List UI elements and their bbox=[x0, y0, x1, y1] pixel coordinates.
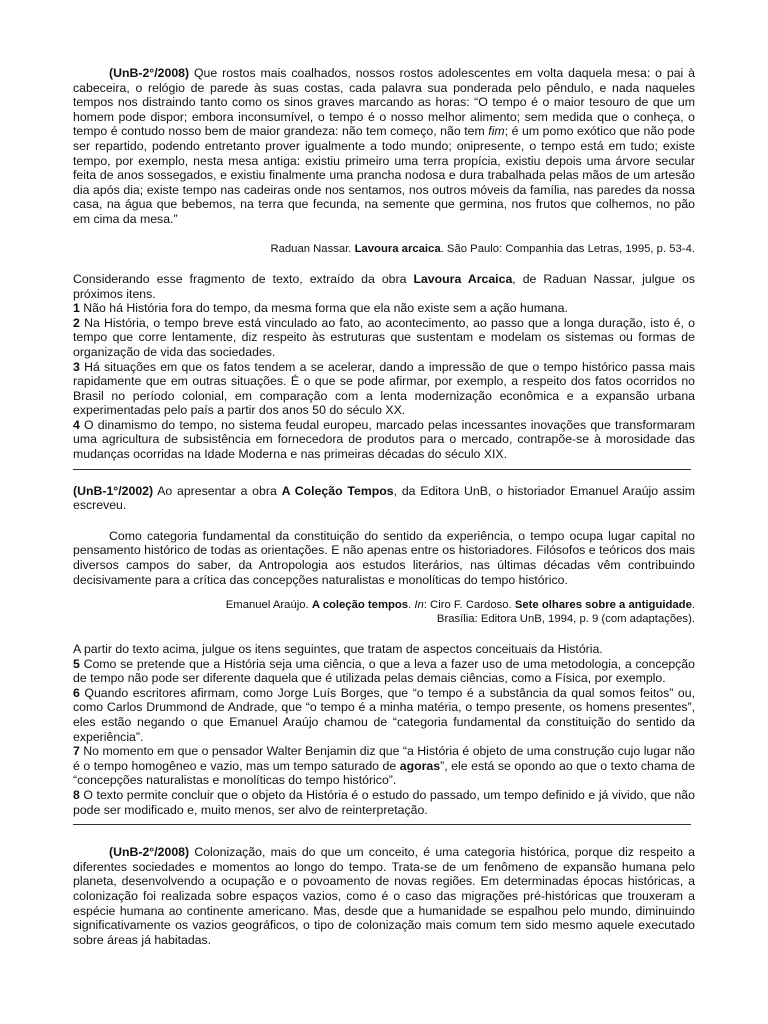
question-2002-lead bbox=[73, 484, 695, 513]
source-author: Emanuel Araújo. bbox=[225, 599, 312, 612]
source-end: . bbox=[691, 599, 695, 612]
item-text: Não há História fora do tempo, da mesma forma que ela não existe sem a ação humana. bbox=[79, 301, 568, 316]
item-text: Há situações em que os fatos tendem a se acelerar, dando a impressão de que o tempo histórico passa mais rapidamente que em outras situações. É o que se pode afirmar, por exemplo, a respeito dos fatos ocorridos no Brasil no período colonial, em comparação com a lenta modernização econômica e a expansão urbana experimentadas pelo país a partir dos anos 50 do século XX. bbox=[73, 359, 695, 418]
item-6 bbox=[73, 686, 695, 744]
passage-text: Que rostos mais coalhados, nossos rostos adolescentes em volta daquela mesa: o pai à cabeceira, o relógio de parede às suas costas, cada palavra sua ponderada pelo pêndulo, e nada naqueles tempos nos distraindo tanto como os sinos graves marcando as horas: “O tempo é o maior tesouro de que um homem pode dispor; embora inconsumível, o tempo é o nosso melhor alimento; sem medida que o conheça, o tempo é contudo nosso bem de maior grandeza: não tem começo, não tem bbox=[73, 66, 695, 139]
question-tag: (UnB-2°/2008) bbox=[109, 66, 190, 80]
source-in: In bbox=[414, 599, 424, 612]
question-2008-passage bbox=[73, 66, 695, 227]
intro-book-title: Lavoura Arcaica bbox=[413, 271, 513, 286]
question-tag: (UnB-2°/2008) bbox=[109, 845, 190, 860]
passage-italic: fim bbox=[488, 124, 505, 139]
item-number: 1 bbox=[73, 301, 80, 316]
question-2002-quote: Como categoria fundamental da constituição do sentido da experiência, o tempo ocupa lugar capital no pensamento histórico de todas as orientações. E não apenas entre os historiadores. Filósofos e teóricos dos mais diversos campos do saber, da Antropologia aos estudos literários, nas últimas décadas vêm contribuindo decisivamente para a crítica das concepções naturalistas e monolíticas do tempo histórico. bbox=[73, 528, 695, 587]
item-number: 7 bbox=[73, 744, 80, 759]
item-text: Como se pretende que a História seja uma ciência, o que a leva a fazer uso de uma metodologia, a concepção de tempo não pode ser diferente daquela que é utilizada pelas demais ciências, como a Física, por exemplo. bbox=[73, 656, 695, 686]
item-text: Na História, o tempo breve está vinculado ao fato, ao acontecimento, ao passo que a longa duração, isto é, o tempo que corre lentamente, diz respeito às estruturas que sustentam e modelam os sistemas ou formas de organização de vida das sociedades. bbox=[73, 315, 695, 359]
lead-text-end: , da Editora UnB, o historiador Emanuel Araújo assim escreveu. bbox=[73, 483, 695, 513]
item-5 bbox=[73, 657, 695, 686]
question-intro bbox=[73, 272, 695, 301]
source-title: Lavoura arcaica bbox=[354, 242, 441, 255]
quote-source-line2: Brasília: Editora UnB, 1994, p. 9 (com adaptações). bbox=[436, 612, 695, 625]
item-number: 4 bbox=[73, 417, 80, 432]
source-book: Sete olhares sobre a antiguidade bbox=[514, 599, 692, 612]
item-text-end: ”, ele está se opondo ao que o texto chama de “concepções naturalistas e monolíticas do tempo histórico”. bbox=[73, 758, 695, 788]
lead-book-title: A Coleção Tempos bbox=[281, 483, 394, 498]
quote-source-line1 bbox=[73, 599, 695, 612]
question-tag: (UnB-1°/2002) bbox=[73, 483, 154, 498]
question-2002-intro: A partir do texto acima, julgue os itens seguintes, que tratam de aspectos conceituais da História. bbox=[73, 642, 603, 657]
intro-text: Considerando esse fragmento de texto, extraído da obra bbox=[73, 271, 414, 286]
item-number: 6 bbox=[73, 685, 80, 700]
item-number: 3 bbox=[73, 359, 80, 374]
item-bold-word: agoras bbox=[399, 758, 441, 773]
section-divider bbox=[73, 824, 691, 825]
item-text: No momento em que o pensador Walter Benjamin diz que “a História é objeto de uma construção cujo lugar não é o tempo homogêneo e vazio, mas um tempo saturado de bbox=[73, 744, 695, 773]
item-3 bbox=[73, 360, 695, 418]
source-editor: : Ciro F. Cardoso. bbox=[423, 599, 515, 612]
passage-source bbox=[73, 243, 695, 256]
item-number: 2 bbox=[73, 315, 80, 330]
lead-text: Ao apresentar a obra bbox=[153, 483, 282, 498]
item-number: 5 bbox=[73, 656, 80, 671]
item-1 bbox=[73, 301, 695, 316]
item-4 bbox=[73, 418, 695, 462]
passage-text: Colonização, mais do que um conceito, é uma categoria histórica, porque diz respeito a diferentes sociedades e momentos ao longo do tempo. Trata-se de um fenômeno de expansão humana pelo planeta, desenvolvendo a ocupação e o povoamento de novas regiões. Em determinadas épocas históricas, a colonização foi realizada sobre espaços vazios, como é o caso das migrações pré-históricas que trouxeram a espécie humana ao continente americano. Mas, desde que a humanidade se espalhou pelo mundo, diminuindo significativamente os vazios geográficos, o tipo de colonização mais comum tem sido mesmo aquele executado sobre áreas já habitadas. bbox=[73, 845, 695, 947]
source-title: A coleção tempos bbox=[311, 599, 409, 612]
item-text: Quando escritores afirmam, como Jorge Luís Borges, que “o tempo é a substância da qual somos feitos” ou, como Carlos Drummond de Andrade, que “o tempo é a minha matéria, o tempo presente, os homens presentes”, eles estão negando o que Emanuel Araújo chamou de “categoria fundamental da constituição do sentido da experiência”. bbox=[73, 685, 695, 744]
passage-text-cont: ; é um pomo exótico que não pode ser repartido, podendo entretanto prover igualmente a todo mundo; onipresente, o tempo está em tudo; existe tempo, por exemplo, nesta mesa antiga: existiu primeiro uma terra propícia, existiu depois uma árvore secular feita de anos sossegados, e existiu finalmente uma prancha nodosa e dura trabalhada pelas mãos de um artesão dia após dia; existe tempo nas cadeiras onde nos sentamos, nos outros móveis da família, nas paredes da nossa casa, na água que bebemos, na terra que fecunda, na semente que germina, nos frutos que colhemos, no pão em cima da mesa.” bbox=[73, 124, 695, 226]
question-2008b-passage bbox=[73, 845, 695, 947]
item-number: 8 bbox=[73, 787, 80, 802]
item-2 bbox=[73, 316, 695, 360]
source-author: Raduan Nassar. bbox=[270, 242, 355, 255]
intro-text-end: , de Raduan Nassar, julgue os próximos itens. bbox=[73, 271, 695, 301]
source-rest: . São Paulo: Companhia das Letras, 1995, p. 53-4. bbox=[440, 242, 695, 255]
item-text: O dinamismo do tempo, no sistema feudal europeu, marcado pelas incessantes inovações que transformaram uma agricultura de subsistência em fornecedora de produtos para o mercado, contrapõe-se à morosidade das mudanças ocorridas na Idade Moderna e nas primeiras décadas do século XIX. bbox=[73, 417, 695, 462]
item-8 bbox=[73, 788, 695, 817]
source-sep: . bbox=[408, 599, 415, 612]
section-divider bbox=[73, 469, 691, 470]
item-7 bbox=[73, 744, 695, 788]
item-text: O texto permite concluir que o objeto da História é o estudo do passado, um tempo definido e já vivido, que não pode ser modificado e, muito menos, ser alvo de reinterpretação. bbox=[73, 787, 695, 817]
